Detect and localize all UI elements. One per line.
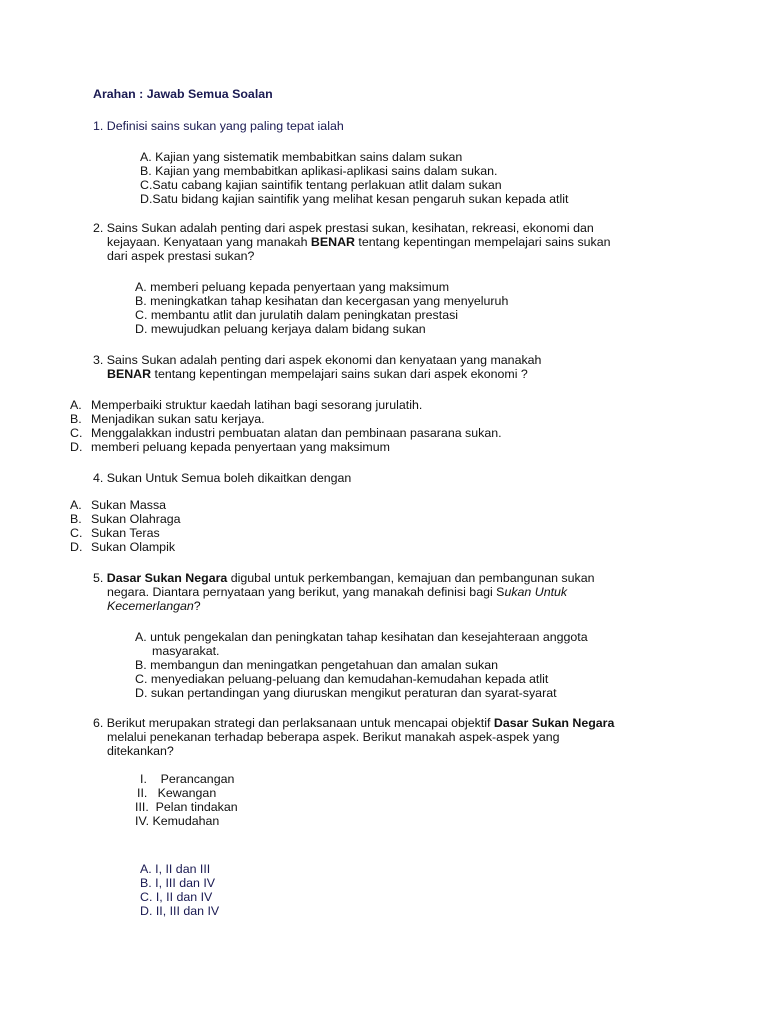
question-3-stem-text: tentang kepentingan mempelajari sains sukan dari aspek ekonomi ? xyxy=(151,367,528,381)
question-4-option-d: Sukan Olampik xyxy=(91,540,176,554)
question-4-stem: 4. Sukan Untuk Semua boleh dikaitkan dengan xyxy=(93,471,352,485)
question-6-item-1: I. Perancangan xyxy=(140,772,235,786)
question-5-option-a-continued: masyarakat. xyxy=(152,644,220,658)
question-2-stem-text-continued: tentang kepentingan mempelajari sains sukan xyxy=(354,235,611,249)
question-6-option-d: D. II, III dan IV xyxy=(140,904,220,918)
question-5-question-mark: ? xyxy=(193,599,201,613)
question-3-option-c-letter: C. xyxy=(70,426,83,440)
question-6-option-a: A. I, II dan III xyxy=(140,862,211,876)
question-3-option-d-letter: D. xyxy=(70,440,83,454)
question-3-option-b: Menjadikan sukan satu kerjaya. xyxy=(91,412,265,426)
question-3-option-b-letter: B. xyxy=(70,412,82,426)
question-6-stem-line-1 xyxy=(93,716,614,730)
question-4-option-c: Sukan Teras xyxy=(91,526,160,540)
question-4-option-a-letter: A. xyxy=(70,498,82,512)
question-2-option-d: D. mewujudkan peluang kerjaya dalam bidang sukan xyxy=(135,322,426,336)
question-1-stem: 1. Definisi sains sukan yang paling tepat ialah xyxy=(93,119,344,133)
question-3-emphasis: BENAR xyxy=(107,367,152,381)
question-4-option-c-letter: C. xyxy=(70,526,83,540)
question-6-item-2: II. Kewangan xyxy=(137,786,217,800)
question-5-italic-term-continued: Kecemerlangan xyxy=(107,599,194,613)
question-3-stem-line-1: 3. Sains Sukan adalah penting dari aspek ekonomi dan kenyataan yang manakah xyxy=(93,353,542,367)
question-2-emphasis: BENAR xyxy=(310,235,355,249)
question-6-option-c: C. I, II dan IV xyxy=(140,890,213,904)
question-2-option-c: C. membantu atlit dan jurulatih dalam peningkatan prestasi xyxy=(135,308,459,322)
question-5-option-a: A. untuk pengekalan dan peningkatan tahap kesihatan dan kesejahteraan anggota xyxy=(135,630,588,644)
question-6-stem-line-2: melalui penekanan terhadap beberapa aspek. Berikut manakah aspek-aspek yang xyxy=(107,730,560,744)
question-3-option-c: Menggalakkan industri pembuatan alatan dan pembinaan pasarana sukan. xyxy=(91,426,502,440)
question-5-number: 5. xyxy=(93,571,107,585)
question-6-stem-text: 6. Berikut merupakan strategi dan perlaksanaan untuk mencapai objektif xyxy=(93,716,494,730)
question-6-item-3: III. Pelan tindakan xyxy=(135,800,238,814)
question-3-option-a: Memperbaiki struktur kaedah latihan bagi sesorang jurulatih. xyxy=(91,398,423,412)
question-6-item-4: IV. Kemudahan xyxy=(135,814,220,828)
question-4-option-b: Sukan Olahraga xyxy=(91,512,181,526)
question-5-stem-text: digubal untuk perkembangan, kemajuan dan pembangunan sukan xyxy=(227,571,595,585)
question-5-stem-line-2 xyxy=(107,585,567,599)
question-1-option-d: D.Satu bidang kajian saintifik yang melihat kesan pengaruh sukan kepada atlit xyxy=(140,192,569,206)
question-5-option-c: C. menyediakan peluang-peluang dan kemudahan-kemudahan kepada atlit xyxy=(135,672,549,686)
question-3-stem-line-2 xyxy=(107,367,528,381)
instruction-heading: Arahan : Jawab Semua Soalan xyxy=(93,87,273,101)
question-3-option-d: memberi peluang kepada penyertaan yang maksimum xyxy=(91,440,390,454)
question-2-stem-line-3: dari aspek prestasi sukan? xyxy=(107,249,255,263)
question-5-emphasis: Dasar Sukan Negara xyxy=(106,571,228,585)
question-5-italic-term: ukan Untuk xyxy=(504,585,568,599)
question-3-option-a-letter: A. xyxy=(70,398,82,412)
question-2-option-b: B. meningkatkan tahap kesihatan dan kecergasan yang menyeluruh xyxy=(135,294,509,308)
question-5-option-b: B. membangun dan meningatkan pengetahuan dan amalan sukan xyxy=(135,658,499,672)
question-1-option-b: B. Kajian yang membabitkan aplikasi-aplikasi sains dalam sukan. xyxy=(140,164,498,178)
question-4-option-b-letter: B. xyxy=(70,512,82,526)
question-4-option-a: Sukan Massa xyxy=(91,498,167,512)
question-5-option-d: D. sukan pertandingan yang diuruskan mengikut peraturan dan syarat-syarat xyxy=(135,686,557,700)
question-1-option-c: C.Satu cabang kajian saintifik tentang perlakuan atlit dalam sukan xyxy=(140,178,502,192)
question-5-stem-text-continued: negara. Diantara pernyataan yang berikut, yang manakah definisi bagi S xyxy=(107,585,505,599)
question-5-stem-line-1 xyxy=(93,571,594,585)
question-6-emphasis: Dasar Sukan Negara xyxy=(493,716,615,730)
question-6-stem-line-3: ditekankan? xyxy=(107,744,174,758)
question-4-option-d-letter: D. xyxy=(70,540,83,554)
question-6-option-b: B. I, III dan IV xyxy=(140,876,216,890)
question-1-option-a: A. Kajian yang sistematik membabitkan sains dalam sukan xyxy=(140,150,463,164)
question-2-option-a: A. memberi peluang kepada penyertaan yang maksimum xyxy=(135,280,450,294)
question-5-stem-line-3 xyxy=(107,599,201,613)
question-2-stem-line-2 xyxy=(107,235,611,249)
question-2-stem-line-1: 2. Sains Sukan adalah penting dari aspek prestasi sukan, kesihatan, rekreasi, ekonomi dan xyxy=(93,221,594,235)
question-2-stem-text: kejayaan. Kenyataan yang manakah xyxy=(107,235,311,249)
